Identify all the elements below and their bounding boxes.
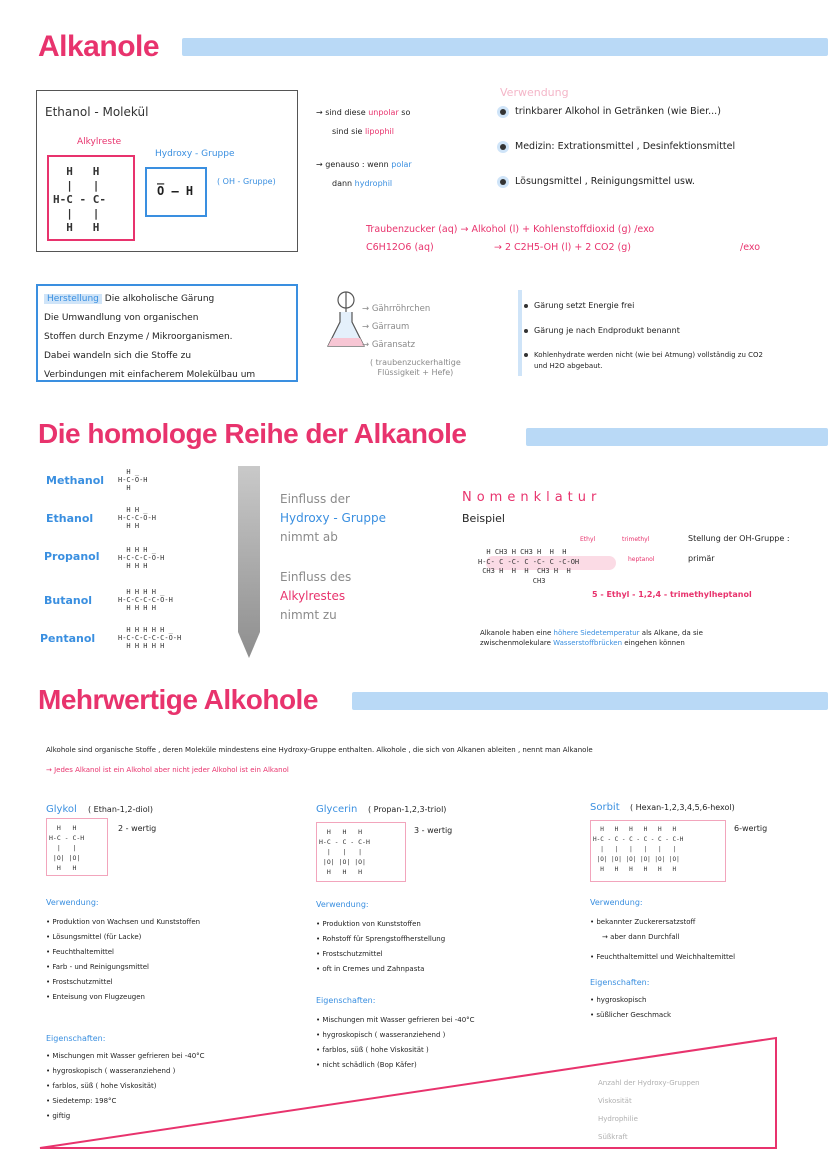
pol-l3a: genauso : wenn bbox=[325, 160, 389, 169]
list-text: oft in Cremes und Zahnpasta bbox=[322, 965, 425, 973]
pol-l1c: so bbox=[401, 108, 411, 117]
gaerung-list bbox=[524, 300, 774, 372]
molecule-structure: H H-C-O̅-H H bbox=[118, 468, 148, 492]
list-item: • hygroskopisch ( wasseranziehend ) bbox=[46, 1067, 176, 1075]
glykol-structure: H H H-C - C-H | | |O| |O| H H bbox=[49, 824, 85, 872]
einfluss-hydroxy bbox=[280, 490, 386, 547]
bullet-icon bbox=[500, 109, 506, 115]
list-text: → aber dann Durchfall bbox=[602, 933, 680, 941]
list-item: • Mischungen mit Wasser gefrieren bei -40°C bbox=[46, 1052, 205, 1060]
glykol-wertig: 2 - wertig bbox=[118, 824, 157, 833]
ethanol-structure: H H | | H-C - C- | | H H bbox=[53, 165, 106, 234]
apparatus-labels: → Gährröhrchen → Gärraum → Gäransatz bbox=[362, 304, 431, 350]
list-text: Feuchthaltemittel und Weichhaltemittel bbox=[596, 953, 736, 961]
list-text: farblos, süß ( hohe Viskosität ) bbox=[322, 1046, 429, 1054]
sorbit-frame bbox=[590, 820, 726, 882]
lbl-trimethyl: trimethyl bbox=[622, 536, 650, 543]
list-item: • Frostschutzmittel bbox=[316, 950, 383, 958]
verwendung-list bbox=[500, 106, 735, 187]
verwendung-item: Medizin: Extrationsmittel , Desinfektionsmittel bbox=[515, 141, 736, 152]
herstellung-text1: Die alkoholische Gärung bbox=[104, 294, 215, 304]
list-item: • Rohstoff für Sprengstoffherstellung bbox=[316, 935, 446, 943]
reaction-line-1: Traubenzucker (aq) → Alkohol (l) + Kohlenstoffdioxid (g) /exo bbox=[366, 224, 655, 235]
molecule-structure: H H H H-C-C-C-O̅-H H H H bbox=[118, 546, 165, 570]
molecule-structure: H H H-C-C-O̅-H H H bbox=[118, 506, 156, 530]
molecule-name: Pentanol bbox=[40, 632, 96, 645]
apparatus-note bbox=[370, 358, 461, 378]
sorbit-eigen-heading: Eigenschaften: bbox=[590, 978, 650, 987]
pol-l1b: unpolar bbox=[368, 108, 399, 117]
lbl-heptanol: heptanol bbox=[628, 556, 655, 563]
section-title-mehrwertige-alkohole: Mehrwertige Alkohole bbox=[38, 684, 318, 715]
list-item: • Farb - und Reinigungsmittel bbox=[46, 963, 149, 971]
ethanol-molecule-box bbox=[36, 90, 298, 252]
glycerin-iupac: ( Propan-1,2,3-triol) bbox=[368, 805, 447, 814]
list-item: • hygroskopisch ( wasseranziehend ) bbox=[316, 1031, 446, 1039]
glycerin-verwendung-heading: Verwendung: bbox=[316, 900, 369, 909]
herstellung-line: Verbindungen mit einfacherem Molekülbau um bbox=[44, 370, 256, 380]
polarity-notes: → sind diese unpolar so sind sie lipophil → genauso : wenn polar dann hydrophil bbox=[316, 108, 412, 188]
reaction-line-2c: /exo bbox=[740, 242, 761, 253]
section-title-alkanole: Alkanole bbox=[38, 30, 160, 63]
gaerung-item: Gärung je nach Endprodukt benannt bbox=[534, 326, 680, 335]
list-text: Lösungsmittel (für Lacke) bbox=[52, 933, 142, 941]
ethanol-box-title: Ethanol - Molekül bbox=[45, 105, 149, 119]
list-item: • Frostschutzmittel bbox=[46, 978, 113, 986]
glykol-eigen-heading: Eigenschaften: bbox=[46, 1034, 106, 1043]
molecule-structure: H H H H H H-C-C-C-C-C-O̅-H H H H H H bbox=[118, 626, 182, 650]
oh-group: O̅ – H bbox=[157, 184, 194, 198]
list-item: • Enteisung von Flugzeugen bbox=[46, 993, 145, 1001]
glycerin-verwendung-list bbox=[316, 920, 566, 980]
apparatus-label: Gährröhrchen bbox=[371, 304, 431, 314]
list-text: giftig bbox=[52, 1112, 71, 1120]
einfluss-line: nimmt zu bbox=[280, 608, 337, 622]
molecule-name: Ethanol bbox=[46, 512, 94, 525]
list-text: Produktion von Wachsen und Kunststoffen bbox=[52, 918, 201, 926]
molecule-name: Propanol bbox=[44, 550, 100, 563]
increase-triangle-icon bbox=[0, 1030, 828, 1160]
herstellung-line: Dabei wandeln sich die Stoffe zu bbox=[44, 351, 192, 361]
hydroxy-frame bbox=[145, 167, 207, 217]
note-b: höhere Siedetemperatur bbox=[553, 629, 640, 637]
list-item: • Produktion von Kunststoffen bbox=[316, 920, 421, 928]
glycerin-structure: H H H H-C - C - C-H | | | |O| |O| |O| H H H bbox=[319, 828, 370, 876]
list-text: farblos, süß ( hohe Viskosität) bbox=[52, 1082, 157, 1090]
gradient-arrow-icon bbox=[236, 464, 262, 660]
sorbit-iupac: ( Hexan-1,2,3,4,5,6-hexol) bbox=[630, 803, 735, 812]
list-text: Enteisung von Flugzeugen bbox=[52, 993, 145, 1001]
bullet-icon bbox=[524, 329, 528, 333]
bullet-icon bbox=[500, 179, 506, 185]
title-bar bbox=[526, 428, 828, 446]
bullet-icon bbox=[524, 353, 528, 357]
list-item: • Lösungsmittel (für Lacke) bbox=[46, 933, 142, 941]
oh-note: ( OH - Gruppe) bbox=[217, 177, 276, 186]
list-text: Feuchthaltemittel bbox=[52, 948, 115, 956]
apparatus-note-2: Flüssigkeit + Hefe) bbox=[377, 368, 454, 377]
glykol-iupac: ( Ethan-1,2-diol) bbox=[88, 805, 153, 814]
reaction-line-2b: → 2 C2H5-OH (l) + 2 CO2 (g) bbox=[494, 242, 631, 253]
verwendung-heading: Verwendung bbox=[500, 86, 569, 99]
sorbit-eigen-list bbox=[590, 996, 820, 1026]
alkyl-frame bbox=[47, 155, 135, 241]
bullet-icon bbox=[524, 304, 528, 308]
molecule-name: Butanol bbox=[44, 594, 93, 607]
pol-l2b: lipophil bbox=[364, 127, 394, 136]
list-item: • oft in Cremes und Zahnpasta bbox=[316, 965, 425, 973]
list-item: • Siedetemp: 198°C bbox=[46, 1097, 117, 1105]
list-item: • Produktion von Wachsen und Kunststoffen bbox=[46, 918, 201, 926]
list-text: hygroskopisch bbox=[596, 996, 647, 1004]
list-text: hygroskopisch ( wasseranziehend ) bbox=[52, 1067, 176, 1075]
sorbit-name: Sorbit bbox=[590, 802, 620, 813]
intro-text-2: → Jedes Alkanol ist ein Alkohol aber nicht jeder Alkohol ist ein Alkanol bbox=[46, 766, 289, 774]
glycerin-name: Glycerin bbox=[316, 804, 358, 815]
list-text: Frostschutzmittel bbox=[52, 978, 113, 986]
list-item: • süßlicher Geschmack bbox=[590, 1011, 672, 1019]
einfluss-line: nimmt ab bbox=[280, 530, 338, 544]
list-text: Siedetemp: 198°C bbox=[52, 1097, 117, 1105]
note-d: Wasserstoffbrücken bbox=[553, 639, 623, 647]
triangle-label: Anzahl der Hydroxy-Gruppen bbox=[598, 1079, 700, 1087]
einfluss-line: Einfluss des bbox=[280, 570, 352, 584]
glykol-frame bbox=[46, 818, 108, 876]
triangle-label: Süßkraft bbox=[598, 1133, 628, 1141]
list-item: • farblos, süß ( hohe Viskosität) bbox=[46, 1082, 157, 1090]
sorbit-verwendung-heading: Verwendung: bbox=[590, 898, 643, 907]
glycerin-frame bbox=[316, 822, 406, 882]
section-title-homologe-reihe: Die homologe Reihe der Alkanole bbox=[38, 418, 467, 449]
triangle-label: Viskosität bbox=[598, 1097, 632, 1105]
einfluss-line: Einfluss der bbox=[280, 492, 350, 506]
nomenklatur-heading: Nomenklatur bbox=[462, 490, 602, 505]
list-item bbox=[590, 933, 820, 941]
beispiel-label: Beispiel bbox=[462, 512, 505, 525]
primaer-label: primär bbox=[688, 554, 715, 563]
nomenklatur-name: 5 - Ethyl - 1,2,4 - trimethylheptanol bbox=[592, 590, 752, 599]
glycerin-eigen-heading: Eigenschaften: bbox=[316, 996, 376, 1005]
gaerung-item: Kohlenhydrate werden nicht (wie bei Atmung) vollständig zu CO2 und H2O abgebaut. bbox=[534, 351, 763, 370]
apparatus-label: Gärraum bbox=[371, 322, 410, 332]
list-text: Rohstoff für Sprengstoffherstellung bbox=[322, 935, 446, 943]
list-text: Produktion von Kunststoffen bbox=[322, 920, 421, 928]
list-item: • hygroskopisch bbox=[590, 996, 647, 1004]
glykol-verwendung-heading: Verwendung: bbox=[46, 898, 99, 907]
apparatus-note-1: ( traubenzuckerhaltige bbox=[370, 358, 461, 367]
list-item: • Mischungen mit Wasser gefrieren bei -40°C bbox=[316, 1016, 475, 1024]
list-item: • nicht schädlich (Bop Käfer) bbox=[316, 1061, 417, 1069]
list-item: • Feuchthaltemittel bbox=[46, 948, 115, 956]
alkylreste-label: Alkylreste bbox=[77, 137, 122, 147]
triangle-label: Hydrophilie bbox=[598, 1115, 638, 1123]
sorbit-wertig: 6-wertig bbox=[734, 824, 768, 833]
note-e: eingehen können bbox=[624, 639, 685, 647]
note-a: Alkanole haben eine bbox=[480, 629, 552, 637]
list-text: Mischungen mit Wasser gefrieren bei -40°C bbox=[322, 1016, 475, 1024]
list-item: • farblos, süß ( hohe Viskosität ) bbox=[316, 1046, 429, 1054]
pol-l1a: sind diese bbox=[325, 108, 366, 117]
title-bar bbox=[352, 692, 828, 710]
hydroxy-label: Hydroxy - Gruppe bbox=[155, 149, 235, 159]
reaction-line-2a: C6H12O6 (aq) bbox=[366, 242, 434, 253]
pol-l4b: hydrophil bbox=[354, 179, 393, 188]
pol-l2a: sind sie bbox=[332, 127, 363, 136]
sorbit-verwendung-list bbox=[590, 918, 820, 968]
list-item: • Feuchthaltemittel und Weichhaltemittel bbox=[590, 953, 736, 961]
glycerin-wertig: 3 - wertig bbox=[414, 826, 453, 835]
herstellung-line: Die Umwandlung von organischen bbox=[44, 313, 199, 323]
list-text: süßlicher Geschmack bbox=[596, 1011, 672, 1019]
list-text: bekannter Zuckerersatzstoff bbox=[596, 918, 696, 926]
list-text: Farb - und Reinigungsmittel bbox=[52, 963, 149, 971]
list-text: Mischungen mit Wasser gefrieren bei -40°C bbox=[52, 1052, 205, 1060]
sorbit-structure: H H H H H H H-C - C - C - C - C - C-H | | | | | | |O| |O| |O| |O| |O| |O| H H H H H H bbox=[593, 826, 684, 873]
list-text: Frostschutzmittel bbox=[322, 950, 383, 958]
pol-l3b: polar bbox=[391, 160, 412, 169]
einfluss-line: Hydroxy - Gruppe bbox=[280, 511, 387, 525]
triangle-labels bbox=[598, 1074, 700, 1146]
glykol-verwendung-list bbox=[46, 918, 296, 1008]
bullet-icon bbox=[500, 144, 506, 150]
lbl-ethyl: Ethyl bbox=[580, 536, 596, 543]
stellung-label: Stellung der OH-Gruppe : bbox=[688, 534, 790, 543]
molecule-name: Methanol bbox=[46, 474, 105, 487]
list-text: hygroskopisch ( wasseranziehend ) bbox=[322, 1031, 446, 1039]
siedetemperatur-note bbox=[480, 628, 710, 648]
list-item: • giftig bbox=[46, 1112, 71, 1120]
molecule-structure: H H H H H-C-C-C-C-O̅-H H H H H bbox=[118, 588, 173, 612]
herstellung-box bbox=[36, 284, 298, 382]
nomenklatur-structure: H CH3 H CH3 H H H H-C- C -C- C -C- C -C-OH CH3 H H H CH3 H H CH3 bbox=[478, 548, 580, 585]
herstellung-line: Stoffen durch Enzyme / Mikroorganismen. bbox=[44, 332, 233, 342]
note-c: als Alkane, da sie zwischenmolekulare bbox=[480, 629, 703, 647]
verwendung-item: Lösungsmittel , Reinigungsmittel usw. bbox=[515, 176, 695, 187]
apparatus-label: Gäransatz bbox=[371, 340, 416, 350]
gaerung-item: Gärung setzt Energie frei bbox=[534, 301, 635, 310]
einfluss-alkyl bbox=[280, 568, 351, 625]
herstellung-heading: Herstellung bbox=[44, 294, 102, 304]
list-item: • bekannter Zuckerersatzstoff bbox=[590, 918, 696, 926]
intro-text: Alkohole sind organische Stoffe , deren Moleküle mindestens eine Hydroxy-Gruppe enthalten. Alkohole , die sich von Alkanen ableiten , nennt man Alkanole bbox=[46, 746, 593, 754]
glykol-name: Glykol bbox=[46, 804, 77, 815]
title-bar bbox=[182, 38, 828, 56]
list-text: nicht schädlich (Bop Käfer) bbox=[322, 1061, 417, 1069]
pol-l4a: dann bbox=[332, 179, 353, 188]
verwendung-item: trinkbarer Alkohol in Getränken (wie Bier...) bbox=[515, 106, 721, 117]
einfluss-line: Alkylrestes bbox=[280, 589, 346, 603]
